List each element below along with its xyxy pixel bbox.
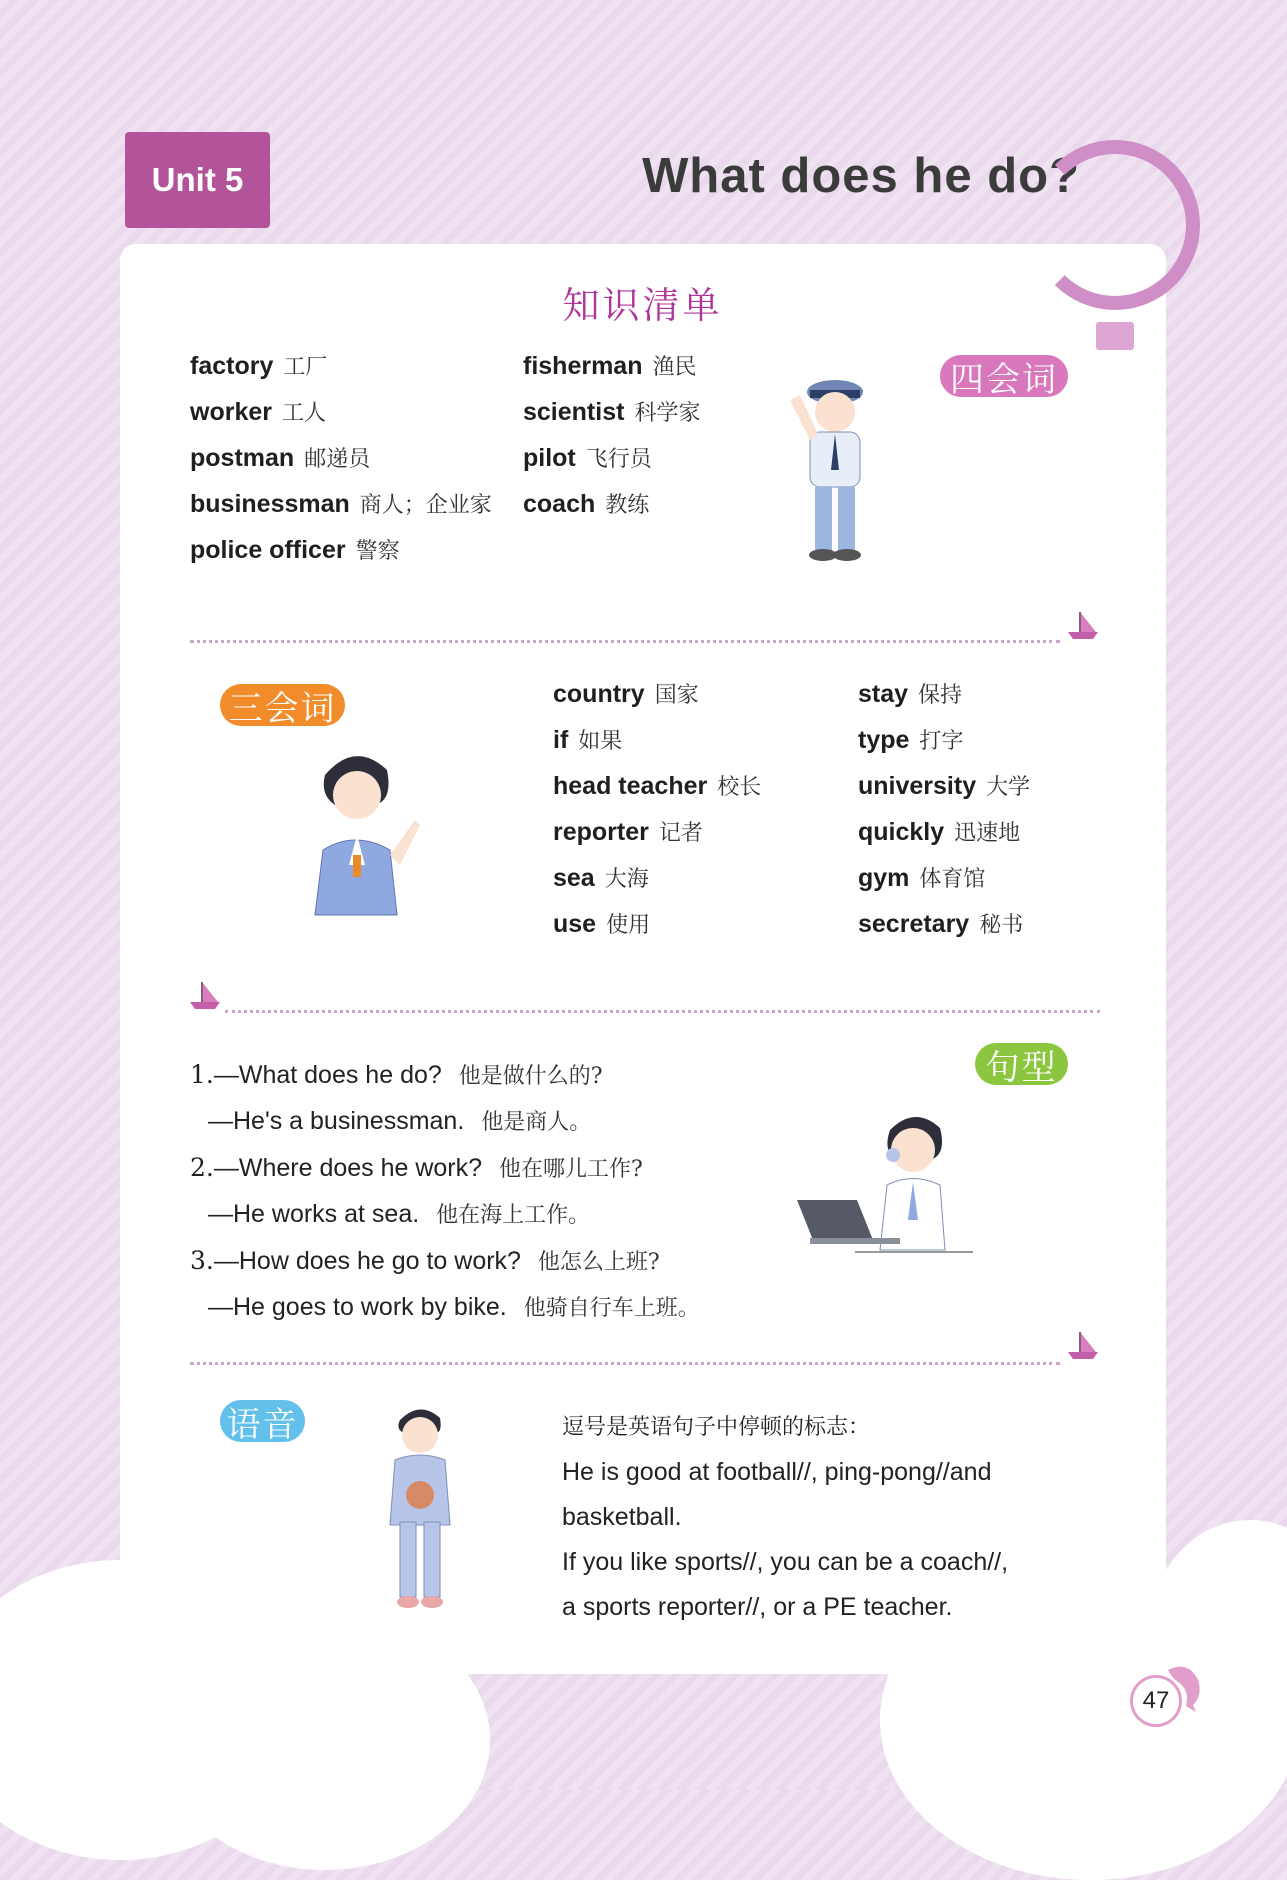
word-item: fisherman 渔民	[523, 352, 697, 380]
phonics-line: a sports reporter//, or a PE teacher.	[562, 1593, 953, 1621]
word-item: worker 工人	[190, 398, 326, 426]
word-item: quickly 迅速地	[858, 818, 1021, 846]
pattern-question: 3.—How does he go to work? 他怎么上班?	[190, 1246, 660, 1275]
police-officer-illustration	[780, 370, 880, 565]
phonics-intro: 逗号是英语句子中停顿的标志：	[562, 1415, 871, 1440]
phonics-line: If you like sports//, you can be a coach//,	[562, 1548, 1009, 1576]
three-skill-col1	[553, 672, 761, 948]
word-item: gym 体育馆	[858, 864, 986, 892]
word-item: businessman 商人；企业家	[190, 490, 492, 518]
word-item: pilot 飞行员	[523, 444, 652, 472]
unit-tag: Unit 5	[125, 132, 270, 228]
phonics-text	[562, 1405, 1102, 1630]
section-divider	[190, 640, 1060, 643]
word-item: university 大学	[858, 772, 1031, 800]
three-skill-col2	[858, 672, 1030, 948]
word-item: factory 工厂	[190, 352, 328, 380]
word-item: police officer 警察	[190, 536, 400, 564]
word-item: type 打字	[858, 726, 964, 754]
word-item: sea 大海	[553, 864, 649, 892]
page-title: What does he do?	[642, 149, 1080, 203]
pattern-answer: —He works at sea. 他在海上工作。	[208, 1200, 591, 1228]
word-item: coach 教练	[523, 490, 650, 518]
pattern-answer: —He goes to work by bike. 他骑自行车上班。	[208, 1293, 700, 1321]
dolphin-icon	[1158, 1660, 1208, 1715]
four-skill-col2	[523, 344, 700, 528]
word-item: secretary 秘书	[858, 910, 1024, 938]
phonics-line: basketball.	[562, 1503, 682, 1531]
pattern-question: 2.—Where does he work? 他在哪儿工作?	[190, 1153, 643, 1182]
word-item: postman 邮递员	[190, 444, 371, 472]
word-item: country 国家	[553, 680, 699, 708]
phonics-badge: 语音	[220, 1400, 305, 1442]
office-worker-illustration	[795, 1110, 975, 1260]
patterns-badge: 句型	[975, 1043, 1068, 1085]
word-item: if 如果	[553, 726, 623, 754]
balloon-basket	[1096, 322, 1134, 350]
reporter-illustration	[305, 745, 425, 920]
pattern-question: 1.—What does he do? 他是做什么的?	[190, 1060, 603, 1089]
sailboat-icon	[1066, 610, 1100, 640]
sentence-patterns	[190, 1052, 700, 1331]
pattern-answer: —He's a businessman. 他是商人。	[208, 1107, 592, 1135]
knowledge-heading: 知识清单	[562, 285, 723, 326]
word-item: reporter 记者	[553, 818, 703, 846]
word-item: head teacher 校长	[553, 772, 762, 800]
four-skill-badge: 四会词	[940, 355, 1068, 397]
sailboat-icon	[188, 980, 222, 1010]
boy-with-ball-illustration	[380, 1400, 460, 1615]
phonics-line: He is good at football//, ping-pong//and	[562, 1458, 992, 1486]
hot-air-balloon-icon	[1030, 140, 1200, 310]
sailboat-icon	[1066, 1330, 1100, 1360]
word-item: use 使用	[553, 910, 651, 938]
four-skill-col1	[190, 344, 492, 574]
word-item: stay 保持	[858, 680, 963, 708]
page-number: 47	[1130, 1675, 1182, 1727]
three-skill-badge: 三会词	[220, 684, 345, 726]
section-divider	[225, 1010, 1100, 1013]
word-item: scientist 科学家	[523, 398, 701, 426]
section-divider	[190, 1362, 1060, 1365]
